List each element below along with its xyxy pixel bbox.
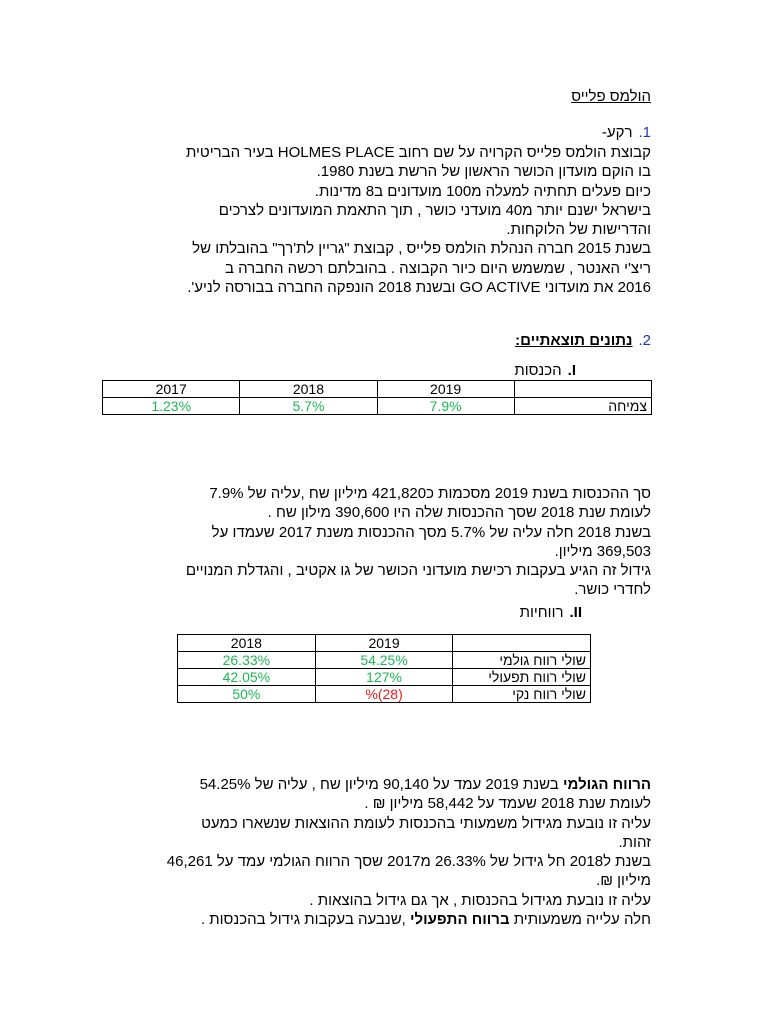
text-line: סך ההכנסות בשנת 2019 מסכמות כ421,820 מיליון שח ,עליה של 7.9% bbox=[209, 485, 651, 502]
table-row bbox=[178, 669, 591, 686]
table-cell: 2017 bbox=[103, 381, 240, 398]
text-line: בשנת 2015 חברה הנהלת הולמס פלייס , קבוצת "גריין לת'רך" בהובלתו של bbox=[192, 240, 651, 258]
revenues-heading bbox=[514, 362, 576, 379]
table-row-label: צמיחה bbox=[514, 398, 651, 415]
table-row-label: שולי רווח תפעולי bbox=[453, 669, 591, 686]
table-cell: 2018 bbox=[178, 635, 316, 652]
revenues-title: הכנסות bbox=[514, 362, 562, 379]
text-line: זהות. bbox=[618, 833, 651, 851]
text-line: מיליון ₪. bbox=[596, 872, 651, 890]
text-line: בו הוקם מועדון הכושר הראשון של הרשת בשנת 1980. bbox=[316, 163, 651, 181]
text-line: קבוצת הולמס פלייס הקרויה על שם רחוב HOLMES PLACE בעיר הבריטית bbox=[185, 144, 651, 161]
text-span: ,שנבעה בעקבות גידול בהכנסות . bbox=[200, 911, 410, 929]
table-cell: 26.33% bbox=[178, 652, 316, 669]
table-header-row bbox=[103, 381, 652, 398]
bold-term: הרווח הגולמי bbox=[562, 776, 651, 793]
table-row bbox=[103, 398, 652, 415]
section1-heading bbox=[602, 124, 651, 141]
section1-title: רקע- bbox=[601, 124, 633, 141]
table-cell: 5.7% bbox=[240, 398, 377, 415]
table-cell: 54.25% bbox=[315, 652, 453, 669]
margins-table bbox=[177, 634, 591, 703]
profitability-title: רווחיות bbox=[519, 604, 564, 621]
table-cell: 7.9% bbox=[377, 398, 514, 415]
text-line: לעומת שנת 2018 שסך ההכנסות שלה היו 390,600 מילון שח . bbox=[267, 504, 651, 522]
table-cell bbox=[514, 381, 651, 398]
profitability-heading bbox=[520, 604, 582, 621]
text-line: עליה זו נובעת מגידול בהכנסות , אך גם גידול בהוצאות . bbox=[309, 891, 651, 909]
text-line: עליה זו נובעת מגידול משמעותי בהכנסות לעומת ההוצאות שנשארו כמעט bbox=[201, 814, 651, 832]
section2-number: 2. bbox=[638, 332, 651, 349]
table-cell: 127% bbox=[315, 669, 453, 686]
table-cell: 50% bbox=[178, 686, 316, 703]
text-line: בשנת 2018 חלה עליה של 5.7% מסך ההכנסות משנת 2017 שעמדו על bbox=[211, 523, 651, 541]
revenues-roman: I. bbox=[567, 362, 576, 379]
text-span: בשנת 2019 עמד על 90,140 מיליון שח , עליה של 54.25% bbox=[199, 776, 563, 793]
document-title: הולמס פלייס bbox=[571, 88, 651, 105]
table-row bbox=[178, 686, 591, 703]
table-cell: 2019 bbox=[315, 635, 453, 652]
table-cell: 2018 bbox=[240, 381, 377, 398]
profitability-roman: II. bbox=[569, 604, 582, 621]
table-row-label: שולי רווח נקי bbox=[453, 686, 591, 703]
text-line: 2016 את מועדוני GO ACTIVE ובשנת 2018 הונפקה החברה בבורסה לניע'. bbox=[187, 279, 651, 297]
table-cell: (28)% bbox=[315, 686, 453, 703]
revenues-paragraph bbox=[111, 484, 651, 600]
growth-table bbox=[102, 380, 652, 415]
section2-title: נתונים תוצאתיים: bbox=[515, 332, 633, 349]
bold-term: ברווח התפעולי bbox=[410, 911, 510, 929]
text-line bbox=[111, 910, 651, 929]
profitability-paragraph bbox=[111, 775, 651, 929]
section2-heading bbox=[515, 332, 651, 349]
table-cell bbox=[453, 635, 591, 652]
text-line: 369,503 מיליון. bbox=[554, 542, 651, 560]
table-header-row bbox=[178, 635, 591, 652]
text-line: לחדרי כושר. bbox=[574, 581, 651, 599]
text-span: חלה עלייה משמעותית bbox=[509, 911, 651, 929]
table-row bbox=[178, 652, 591, 669]
background-paragraph bbox=[111, 143, 651, 297]
text-line: והדרישות של הלוקחות. bbox=[506, 221, 651, 239]
table-row-label: שולי רווח גולמי bbox=[453, 652, 591, 669]
text-line bbox=[111, 775, 651, 794]
table-cell: 2019 bbox=[377, 381, 514, 398]
table-cell: 1.23% bbox=[103, 398, 240, 415]
text-line: ריצ'י האנטר , שמשמש היום כיור הקבוצה . בהובלתם רכשה החברה ב bbox=[224, 259, 651, 277]
text-line: בישראל ישנם יותר מ40 מועדני כושר , תוך התאמת המועדונים לצרכים bbox=[218, 201, 651, 219]
text-line: גידול זה הגיע בעקבות רכישת מועדוני הכושר של גו אקטיב , והגדלת המנויים bbox=[185, 562, 651, 580]
section1-number: 1. bbox=[638, 124, 651, 141]
text-line: לעומת שנת 2018 שעמד על 58,442 מיליון ₪ . bbox=[364, 795, 651, 813]
text-line: כיום פעלים תחתיה למעלה מ100 מועדונים ב8 מדינות. bbox=[314, 182, 651, 200]
text-line: בשנת ל2018 חל גידול של 26.33% מ2017 שסך הרווח הגולמי עמד על 46,261 bbox=[166, 853, 651, 871]
table-cell: 42.05% bbox=[178, 669, 316, 686]
